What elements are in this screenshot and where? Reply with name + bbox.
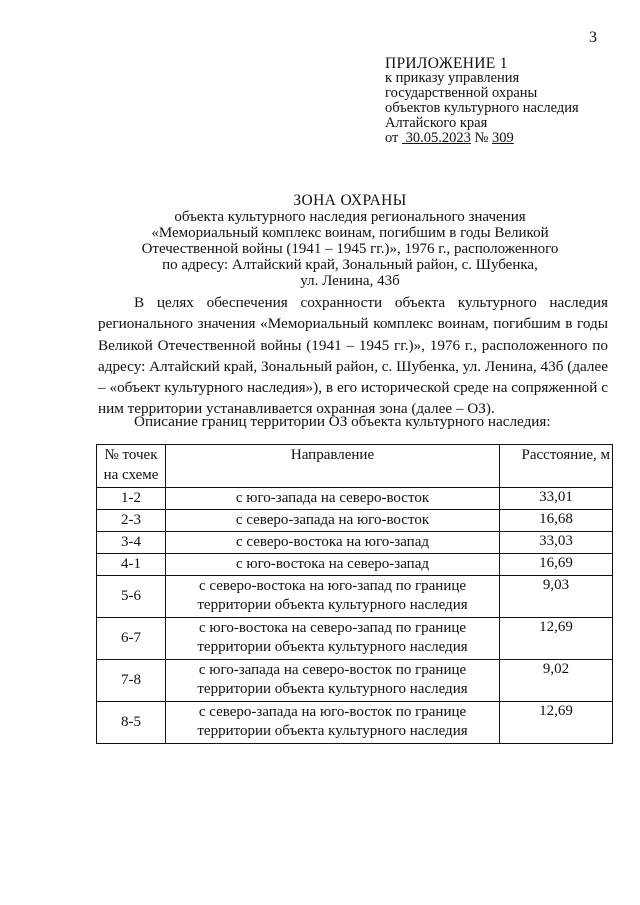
row-direction: с юго-запада на северо-восток по границе территории объекта культурного наследия xyxy=(166,660,500,702)
appendix-title: ПРИЛОЖЕНИЕ 1 xyxy=(385,55,508,72)
row-distance: 16,69 xyxy=(500,554,613,576)
table-row xyxy=(97,618,613,660)
appendix-line: объектов культурного наследия xyxy=(385,100,579,116)
row-distance: 16,68 xyxy=(500,510,613,532)
row-distance: 9,03 xyxy=(500,576,613,618)
row-distance: 9,02 xyxy=(500,660,613,702)
header-line: по адресу: Алтайский край, Зональный район, с. Шубенка, xyxy=(162,257,538,273)
date-prefix: от xyxy=(385,130,399,146)
header-direction: Направление xyxy=(166,445,500,488)
intro-paragraph-block xyxy=(98,292,608,420)
table-row xyxy=(97,532,613,554)
header-line: ул. Ленина, 43б xyxy=(300,273,400,289)
table-row xyxy=(97,488,613,510)
row-points: 7-8 xyxy=(97,660,166,702)
appendix-date-line xyxy=(385,131,579,146)
row-points: 4-1 xyxy=(97,554,166,576)
row-points: 6-7 xyxy=(97,618,166,660)
appendix-line: к приказу управления xyxy=(385,70,520,86)
row-direction: с юго-востока на северо-запад по границе территории объекта культурного наследия xyxy=(166,618,500,660)
row-points: 3-4 xyxy=(97,532,166,554)
intro-paragraph: В целях обеспечения сохранности объекта культурного наследия регионального значения «Мемориальный комплекс воинам, погибшим в годы Великой Отечественной войны (1941 – 1945 гг.)», 1976 г., расположенного по адресу: Алтайский край, Зональный район, с. Шубенка, ул. Ленина, 43б (далее – «объект культурного наследия»), в его исторической среде на сопряженной с ним территории устанавливается охранная зона (далее – ОЗ). xyxy=(98,294,608,418)
row-direction: с северо-запада на юго-восток по границе территории объекта культурного наследия xyxy=(166,702,500,744)
table-row xyxy=(97,510,613,532)
appendix-line: Алтайского края xyxy=(385,115,488,131)
header-line: «Мемориальный комплекс воинам, погибшим в годы Великой xyxy=(151,225,549,241)
row-points: 8-5 xyxy=(97,702,166,744)
table-row xyxy=(97,702,613,744)
header-line: объекта культурного наследия регионального значения xyxy=(174,209,526,225)
row-distance: 12,69 xyxy=(500,618,613,660)
row-distance: 12,69 xyxy=(500,702,613,744)
row-direction: с северо-запада на юго-восток xyxy=(166,510,500,532)
document-heading: ЗОНА ОХРАНЫ xyxy=(293,192,407,209)
header-points: № точек на схеме xyxy=(97,445,166,488)
row-points: 5-6 xyxy=(97,576,166,618)
row-direction: с северо-востока на юго-запад по границе территории объекта культурного наследия xyxy=(166,576,500,618)
order-date: 30.05.2023 xyxy=(405,130,471,146)
row-direction: с юго-запада на северо-восток xyxy=(166,488,500,510)
header-distance: Расстояние, м xyxy=(500,445,613,488)
appendix-block xyxy=(385,56,579,146)
row-points: 1-2 xyxy=(97,488,166,510)
table-row xyxy=(97,660,613,702)
row-direction: с северо-востока на юго-запад xyxy=(166,532,500,554)
table-row xyxy=(97,554,613,576)
row-distance: 33,01 xyxy=(500,488,613,510)
table-row xyxy=(97,576,613,618)
header-line: Отечественной войны (1941 – 1945 гг.)», 1976 г., расположенного xyxy=(141,241,559,257)
row-distance: 33,03 xyxy=(500,532,613,554)
order-number: 309 xyxy=(492,130,514,146)
page-number: 3 xyxy=(589,29,597,46)
appendix-line: государственной охраны xyxy=(385,85,538,101)
boundary-table xyxy=(96,444,613,744)
number-prefix: № xyxy=(474,130,489,146)
document-header xyxy=(100,193,600,289)
table-caption: Описание границ территории ОЗ объекта культурного наследия: xyxy=(134,413,551,430)
row-direction: с юго-востока на северо-запад xyxy=(166,554,500,576)
row-points: 2-3 xyxy=(97,510,166,532)
table-header-row xyxy=(97,445,613,488)
